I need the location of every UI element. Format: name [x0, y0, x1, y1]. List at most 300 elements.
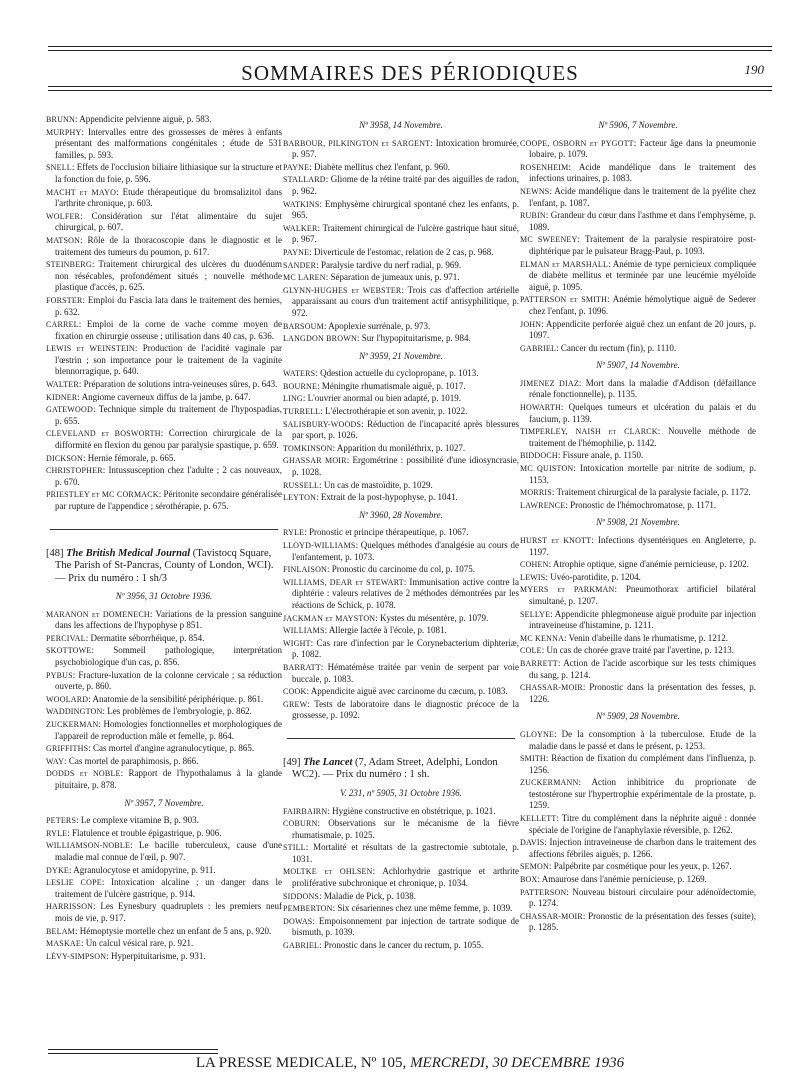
article-title: : Considération sur l'état alimentaire du sujet chirurgical, p. 607. [55, 210, 282, 233]
article-author: WALKER [283, 223, 318, 233]
article-author: LÉVY-SIMPSON [46, 951, 107, 961]
article-title: : Venin d'abeille dans le rhumatisme, p. 1212. [564, 632, 728, 643]
article-author: SALISBURY-WOODS [283, 419, 362, 429]
article-title: : Quelques méthodes d'analgésie au cours de l'enfantement, p. 1073. [292, 540, 519, 562]
article-author: WATKINS [283, 199, 320, 209]
article-entry [283, 162, 519, 174]
article-author: CHASSAR-MOIR [520, 683, 583, 693]
article-entry [46, 343, 282, 378]
article-author: RYLE [283, 528, 305, 538]
article-author: WOLFER [46, 211, 81, 221]
article-title: : Fissure anale, p. 1150. [557, 450, 644, 461]
article-entry [283, 625, 519, 637]
article-author: RUBIN [520, 211, 546, 221]
article-entry [520, 837, 756, 860]
article-title: : Angiome caverneux diffus de la jambe, p. 647. [77, 391, 251, 402]
article-author: MARANON et DOMENECH [46, 609, 150, 619]
article-title: : Cas mortel d'angine agranulocytique, p. 865. [88, 743, 255, 754]
article-entry [46, 756, 282, 768]
article-entry [283, 247, 519, 259]
article-title: : Hématémèse traitée par venin de serpent par voie buccale, p. 1083. [292, 661, 519, 684]
article-title: : Diabète mellitus chez l'enfant, p. 960. [309, 161, 451, 172]
article-title: : Un cas de chorée grave traité par l'avertine, p. 1213. [541, 645, 734, 656]
article-entry [46, 938, 282, 950]
article-author: COOPE, OSBORN et PYGOTT [520, 138, 634, 148]
article-author: WADDINGTON [46, 707, 103, 717]
article-entry [46, 926, 282, 938]
article-title: : Intoxication alcaline ; un danger dans le traitement de l'ulcère gastrique, p. 914. [55, 877, 282, 899]
article-author: LAWRENCE [520, 500, 566, 510]
article-entry [520, 572, 756, 584]
article-title: : Immunisation active contre la diphtérie : valeurs relatives de 2 méthodes démontrées par les réactions de Schick, p. 1078. [292, 576, 519, 610]
journal-name: The Lancet [303, 756, 353, 768]
article-author: FAIRBAIRN [283, 806, 328, 816]
article-title: : Grandeur du cœur dans l'asthme et dans l'emphysème, p. 1089. [529, 210, 756, 232]
article-author: BOX [520, 875, 538, 885]
article-title: : Pronostic de la présentation des fesses (suite), p. 1285. [529, 910, 756, 933]
article-author: WILLIAMS [283, 626, 325, 636]
article-title: : Emploi du Fascia lata dans le traitement des hernies, p. 632. [55, 294, 282, 317]
article-author: LANGDON BROWN [283, 334, 357, 344]
article-entry [283, 333, 519, 345]
article-title: : Réaction de fixation du complément dans l'influenza, p. 1256. [529, 753, 756, 775]
footer-rule-2 [48, 1053, 218, 1054]
article-author: SIDDONS [283, 891, 320, 901]
article-title: : Extrait de la post-hypophyse, p. 1041. [316, 492, 458, 503]
section-divider [50, 529, 278, 530]
article-author: PEMBERTON [283, 904, 333, 914]
article-author: MORRIS [520, 488, 552, 498]
article-author: MATSON [46, 235, 81, 245]
article-entry [46, 865, 282, 877]
issue-heading: Nº 3958, 14 Novembre. [359, 120, 443, 130]
article-author: SEMON [520, 862, 550, 872]
article-title: : Cancer du rectum (fin), p. 1110. [556, 342, 677, 353]
article-title: : Correction chirurgicale de la difformité en flexion du genou par paralysie spastique, p. 659. [55, 428, 283, 451]
article-entry [46, 951, 282, 963]
article-entry [283, 455, 519, 478]
article-author: MC KENNA [520, 633, 565, 643]
article-entry [283, 577, 519, 612]
article-author: RUSSELL [283, 480, 320, 490]
footer-date: MERCREDI, 30 DECEMBRE 1936 [410, 1055, 625, 1071]
article-title: : Anémie hémolytique aiguë de Sederer chez l'enfant, p. 1096. [529, 294, 756, 316]
article-entry [46, 162, 282, 185]
article-title: : Hyperpituitarisme, p. 931. [106, 950, 206, 961]
issue-heading: Nº 3956, 31 Octobre 1936. [115, 591, 213, 602]
article-title: : Préparation de solutions intra-veineuses sûres, p. 643. [78, 379, 278, 390]
article-entry [283, 492, 519, 504]
article-title: : Emploi de la corne de vache comme moyen de fixation en chirurgie osseuse ; utilisation dans 40 cas, p. 636. [55, 319, 282, 341]
article-title: : Un calcul vésical rare, p. 921. [80, 938, 194, 949]
article-title: : Mortalité et résultats de la gastrectomie subtotale, p. 1031. [292, 842, 519, 864]
article-title: : Palpébrite par cosmétique pour les yeux, p. 1267. [549, 861, 732, 872]
article-entry [520, 609, 756, 632]
article-title: : Observations sur le mécanisme de la fièvre rhumatismale, p. 1025. [292, 818, 519, 840]
article-title: : Empoisonnement par injection de tartrate sodique de bismuth, p. 1039. [292, 915, 519, 938]
article-title: : Agranulocytose et amidopyrine, p. 911. [69, 864, 216, 875]
article-author: WALTER [46, 380, 79, 390]
article-title: : Six césariennes chez une même femme, p. 1039. [332, 903, 513, 914]
article-title: : Facteur âge dans la pneumonie lobaire, p. 1079. [529, 137, 756, 160]
article-entry [520, 162, 756, 185]
article-entry [520, 753, 756, 776]
article-author: ZUCKERMAN [46, 720, 99, 730]
journal-number: [48] [46, 547, 64, 559]
article-title: : Dermatite séborrhéique, p. 854. [85, 632, 205, 643]
article-title: : Uvéo-parotidite, p. 1204. [545, 571, 641, 582]
article-title: : Qdestion actuelle du cyclopropane, p. 1013. [315, 368, 479, 379]
article-entry [520, 813, 756, 836]
article-title: : Pronostic de l'hémochromatose, p. 1171. [565, 499, 717, 510]
article-title: : Gliome de la rétine traité par des aiguilles de radon, p. 962. [292, 174, 519, 196]
article-author: KELLETT [520, 814, 557, 824]
article-entry [520, 210, 756, 233]
footer-rule-1 [48, 1049, 218, 1050]
article-author: BARRETT [520, 658, 558, 668]
article-title: : Traitement de la paralysie respiratoire post-diphtérique par le pulsateur Bragg-Paul, p. 1093. [529, 234, 756, 256]
article-author: MYERS et PARKMAN [520, 585, 615, 595]
article-title: : Intervalles entre des grossesses de mères à enfants présentant des malformations congénitales ; étude de 531 familles, p. 593. [55, 126, 282, 160]
article-author: DICKSON [46, 453, 83, 463]
article-entry [520, 729, 756, 752]
article-entry [283, 368, 519, 380]
article-author: BARSOUM [283, 321, 324, 331]
article-entry [283, 686, 519, 698]
article-title: : Achlorhydrie gastrique et arthrite proliférative subchronique et chronique, p. 1034. [292, 866, 519, 889]
article-entry [520, 658, 756, 681]
article-title: : Appendicite aiguë avec carcinome du cæcum, p. 1083. [306, 686, 508, 697]
article-author: JOHN [520, 319, 542, 329]
article-entry [520, 645, 756, 657]
article-author: FORSTER [46, 295, 83, 305]
article-entry [520, 319, 756, 342]
article-title: : Intussusception chez l'adulte ; 2 cas nouveaux, p. 670. [55, 465, 282, 487]
journal-heading [46, 548, 282, 586]
article-title: : Acide mandélique dans le traitement de la pyélite chez l'enfant, p. 1087. [529, 185, 756, 208]
article-entry [520, 259, 756, 294]
article-entry [46, 828, 282, 840]
article-title: : Production de l'acidité vaginale par l'œstrin ; son importance pour le traitement de la vaginite blennorragique, p. 640. [55, 343, 282, 377]
article-author: HOWARTH [520, 403, 561, 413]
article-entry [283, 806, 519, 818]
article-title: : Quelques tumeurs et ulcération du palais et du faucium, p. 1139. [529, 402, 756, 424]
article-title: : Apparition du moniléthrix, p. 1027. [332, 442, 466, 453]
page-number: 190 [744, 62, 764, 77]
article-author: SMITH [520, 754, 546, 764]
article-author: GREW [283, 699, 308, 709]
article-title: : Technique simple du traitement de l'hypospadias, p. 655. [55, 404, 282, 426]
article-entry [520, 500, 756, 512]
issue-heading: Nº 3960, 28 Novembre. [359, 509, 443, 520]
article-title: : Apoplexie surrénale, p. 973. [323, 320, 431, 331]
article-title: : Pronostic et principe thérapeutique, p. 1067. [304, 527, 469, 538]
article-author: BARRATT [283, 662, 321, 672]
article-title: : Intoxication mortelle par nitrite de sodium, p. 1153. [529, 463, 756, 485]
page-footer [48, 1055, 772, 1072]
article-author: PATTERSON et SMITH [520, 295, 608, 305]
article-title: : Intoxication bromurée, p. 957. [292, 137, 519, 160]
article-entry [46, 114, 282, 126]
article-author: MC QUISTON [520, 464, 574, 474]
article-author: SNELL [46, 163, 72, 173]
header-rule-1 [48, 86, 772, 87]
article-entry [520, 911, 756, 934]
issue-heading: Nº 3959, 21 Novembre. [359, 350, 443, 361]
article-entry [520, 861, 756, 873]
article-author: LEWIS [520, 572, 546, 582]
article-title: : Injection intraveineuse de charbon dans le traitement des affections fébriles aiguës, p. 1266. [529, 837, 756, 859]
article-author: MOLTKE et OHLSEN [283, 867, 373, 877]
article-title: : Appendicite phlegmoneuse aiguë produite par injection intraveineuse d'histamine, p. 1211. [529, 608, 756, 631]
article-entry [283, 480, 519, 492]
article-title: : Sommeil pathologique, interprétation psychobiologique d'un cas, p. 856. [55, 645, 282, 668]
article-title: : Mort dans la maladie d'Addison (défaillance rénale fonctionnelle), p. 1135. [529, 377, 756, 400]
journal-name: The British Medical Journal [66, 547, 191, 559]
article-entry [283, 285, 519, 320]
article-entry [283, 891, 519, 903]
article-title: : Tests de laboratoire dans le diagnostic précoce de la grossesse, p. 1092. [292, 698, 519, 721]
article-entry [520, 559, 756, 571]
article-author: LING [283, 394, 303, 404]
article-entry [283, 940, 519, 952]
article-author: CARREL [46, 320, 79, 330]
article-title: : Traitement chirurgical de l'ulcère gastrique haut situé, p. 967. [292, 222, 519, 245]
journal-number: [49] [283, 756, 301, 768]
article-entry [520, 426, 756, 449]
article-title: : Acide mandélique dans le traitement des infections urinaires, p. 1083. [529, 161, 756, 184]
article-entry [46, 877, 282, 900]
article-author: JIMENEZ DIAZ [520, 378, 579, 388]
issue-heading: V. 231, nº 5905, 31 Octobre 1936. [340, 787, 462, 798]
article-entry [46, 127, 282, 162]
article-author: WAY [46, 756, 65, 766]
article-title: : Traitement chirurgical des ulcères du duodénum non résécables, profondément situés ; nouvelle méthode plastique d'accès, p. 625. [55, 259, 282, 293]
article-title: : Variations de la pression sanguine dans les affections de l'hypophyse p 851. [55, 608, 282, 631]
article-entry [520, 535, 756, 558]
article-title: : Maladie de Pick, p. 1038. [319, 890, 417, 901]
article-entry [46, 465, 282, 488]
article-entry [283, 916, 519, 939]
article-title: : Appendicite perforée aiguë chez un enfant de 20 jours, p. 1097. [529, 318, 756, 341]
article-author: CHASSAR-MOIR [520, 911, 583, 921]
article-entry [46, 706, 282, 718]
top-rule-2 [48, 50, 772, 51]
article-author: SKOTTOWE [46, 646, 92, 656]
article-author: PAYNE [283, 162, 310, 172]
article-title: : Etude thérapeutique du bromsalizitol dans l'arthrite chronique, p. 603. [55, 186, 282, 209]
article-author: RYLE [46, 828, 68, 838]
article-title: : Pronostic dans la présentation des fesses, p. 1226. [529, 682, 756, 704]
article-title: : Pronostic du carcinome du col, p. 1075. [327, 564, 476, 575]
article-author: DAVIS [520, 838, 545, 848]
article-entry [46, 743, 282, 755]
article-entry [46, 453, 282, 465]
article-author: BARBOUR, PILKINGTON et SARGENT [283, 138, 431, 148]
article-entry [283, 393, 519, 405]
article-author: MC SWEENEY [520, 235, 578, 245]
article-title: : De la consomption à la tuberculose. Etude de la maladie dans le passé et dans le présent, p. 1253. [529, 728, 756, 751]
article-author: GABRIEL [283, 941, 320, 951]
journal-details: (Tavistocq Square, The Parish of St-Pancras, County of London, WCI). — Prix du numéro : 1 sh/3 [55, 547, 274, 584]
article-author: GRIFFITHS [46, 744, 89, 754]
article-author: PYBUS [46, 670, 73, 680]
article-title: : Cas rare d'infection par le Corynebacterium diphteriæ, p. 1082. [292, 637, 519, 660]
article-author: TOMKINSON [283, 443, 333, 453]
article-entry [46, 670, 282, 693]
article-entry [46, 901, 282, 924]
issue-heading: Nº 5906, 7 Novembre. [598, 120, 678, 130]
journal-details: (7, Adam Street, Adelphi, London WC2). — Prix du numéro : 1 sh. [292, 756, 498, 781]
article-title: : Pneumothorax artificiel bilatéral simultané, p. 1207. [529, 584, 756, 606]
article-title: : Titre du complément dans la néphrite aiguë : donnée spéciale de l'origine de l'anaphylaxie réversible, p. 1262. [529, 813, 756, 835]
article-title: : Paralysie tardive du nerf radial, p. 969. [316, 259, 462, 270]
article-title: : Rapport de l'hypothalamus à la glande pituitaire, p. 878. [55, 768, 282, 790]
article-entry [520, 487, 756, 499]
article-author: ZUCKERMANN [520, 778, 579, 788]
article-author: COHEN [520, 560, 549, 570]
article-entry [283, 406, 519, 418]
article-entry [283, 174, 519, 197]
issue-heading: Nº 5907, 14 Novembre. [596, 360, 680, 371]
article-entry [46, 392, 282, 404]
article-author: KIDNER [46, 392, 78, 402]
article-title: : Sur l'hypopituitarisme, p. 984. [356, 333, 471, 344]
column-1 [46, 114, 282, 963]
article-title: : Hernie fémorale, p. 665. [82, 452, 176, 463]
issue-heading: Nº 5909, 28 Novembre. [596, 711, 680, 722]
footer-journal: LA PRESSE MEDICALE, Nº 105, [195, 1055, 407, 1071]
article-entry [520, 294, 756, 317]
column-3 [520, 114, 756, 935]
column-2 [283, 114, 519, 953]
article-entry [283, 199, 519, 222]
article-title: : Kystes du mésentère, p. 1079. [375, 612, 489, 623]
article-author: DOWAS [283, 916, 313, 926]
article-entry [46, 489, 282, 512]
article-author: SANDER [283, 260, 317, 270]
article-entry [520, 378, 756, 401]
article-author: ELMAN et MARSHALL [520, 259, 609, 269]
article-title: : Nouvelle méthode de traitement de l'hémophilie, p. 1142. [529, 426, 756, 448]
article-entry [46, 211, 282, 234]
article-author: JACKMAN et MAYSTON [283, 613, 376, 623]
article-entry [520, 138, 756, 161]
article-author: STALLARD [283, 175, 326, 185]
article-entry [46, 295, 282, 318]
article-author: HARRISSON [46, 902, 94, 912]
article-entry [283, 223, 519, 246]
article-title: : Emphysème chirurgical spontané chez les enfants, p. 965. [292, 198, 519, 221]
article-entry [520, 682, 756, 705]
article-entry [283, 321, 519, 333]
article-author: COBURN [283, 819, 318, 829]
article-title: : Hygiène constructive en obstétrique, p. 1021. [327, 805, 496, 816]
article-author: BIDDOCH [520, 451, 558, 461]
article-entry [520, 343, 756, 355]
article-author: BRUNN [46, 115, 76, 124]
top-rule-1 [48, 46, 772, 47]
article-title: : Infections dysentériques en Angleterre, p. 1197. [529, 535, 756, 557]
article-title: : Allergie lactée à l'école, p. 1081. [324, 625, 447, 636]
article-entry [46, 815, 282, 827]
article-entry [283, 272, 519, 284]
article-author: WOOLARD [46, 694, 89, 704]
article-title: : Un cas de mastoïdite, p. 1029. [319, 479, 433, 490]
article-title: : Diverticule de l'estomac, relation de 2 cas, p. 968. [309, 246, 494, 257]
article-entry [46, 428, 282, 451]
article-title: : Nouveau bistouri circulaire pour adénoïdectomie, p. 1274. [529, 886, 756, 909]
article-title: : Hémoptysie mortelle chez un enfant de 5 ans, p. 920. [75, 925, 272, 936]
article-author: TURRELL [283, 407, 321, 417]
article-title: : Le complexe vitamine B, p. 903. [76, 815, 199, 826]
journal-heading [283, 757, 519, 782]
article-author: NEWNS [520, 186, 550, 196]
article-author: GHASSAR MOIR [283, 456, 347, 466]
article-title: : Pronostic dans le cancer du rectum, p. 1055. [319, 940, 484, 951]
article-title: : Flatulence et trouble épigastrique, p. 906. [67, 827, 222, 838]
article-author: LEWIS et WEINSTEIN [46, 344, 135, 354]
article-title: : Méningite rhumatismale aiguë, p. 1017. [317, 380, 466, 391]
article-author: GLOYNE [520, 729, 555, 739]
article-author: WIGHT [283, 638, 311, 648]
article-entry [46, 694, 282, 706]
article-author: WILLIAMS, DEAR et STEWART [283, 577, 404, 587]
article-entry [520, 234, 756, 257]
article-entry [283, 443, 519, 455]
article-author: LESLIE COPE [46, 878, 102, 888]
article-entry [283, 527, 519, 539]
article-entry [46, 633, 282, 645]
article-author: COLE [520, 646, 542, 656]
article-entry [283, 613, 519, 625]
article-author: HURST et KNOTT [520, 536, 592, 545]
article-author: DYKE [46, 865, 70, 875]
article-author: MURPHY [46, 127, 82, 137]
article-author: WILLIAMSON-NOBLE [46, 841, 131, 851]
issue-heading: Nº 5908, 21 Novembre. [596, 517, 680, 528]
article-title: : Le bacille tuberculeux, cause d'une maladie mal connue de l'œil, p. 907. [55, 840, 282, 862]
article-author: GABRIEL [520, 343, 557, 353]
article-title: : Anatomie de la sensibilité périphérique. p. 861. [88, 693, 264, 704]
article-author: PAYNE [283, 247, 310, 257]
article-author: PATTERSON [520, 887, 567, 897]
article-entry [520, 463, 756, 486]
header-rule-2 [48, 90, 772, 91]
article-title: : Fracture-luxation de la colonne cervicale ; sa réduction ouverte, p. 860. [55, 669, 282, 692]
article-title: : Traitement chirurgical de la paralysie faciale, p. 1172. [551, 487, 751, 498]
article-title: : L'électrothérapie et son avenir, p. 1022. [320, 406, 468, 417]
article-title: : Rôle de la thoracoscopie dans le diagnostic et le traitement des tumeurs du poumon, p. 617. [55, 234, 282, 257]
article-author: TIMPERLEY, NAISH et CLARCK [520, 427, 658, 437]
article-title: : Les problèmes de l'embryologie, p. 862. [102, 706, 252, 717]
article-author: STEINBERG [46, 260, 92, 270]
article-entry [283, 866, 519, 889]
article-author: PERCIVAL [46, 633, 86, 643]
article-title: : L'ouvrier anormal ou bien adapté, p. 1019. [302, 393, 461, 404]
article-entry [46, 404, 282, 427]
article-entry [520, 887, 756, 910]
article-entry [520, 584, 756, 607]
article-author: ROSENHEIM [520, 162, 569, 172]
article-entry [283, 138, 519, 161]
article-title: : Appendicite pelvienne aiguë, p. 583. [75, 114, 212, 124]
article-entry [46, 609, 282, 632]
article-entry [520, 186, 756, 209]
article-title: : Anémie de type pernicieux compliquée de diabète mellitus et terminée par une leucémie myéloïde aiguë, p. 1095. [529, 258, 756, 292]
article-title: : Trois cas d'affection artérielle apparaissant au cours d'un traitement actif antisyphilitique, p. 972. [292, 284, 519, 318]
article-entry [283, 419, 519, 442]
